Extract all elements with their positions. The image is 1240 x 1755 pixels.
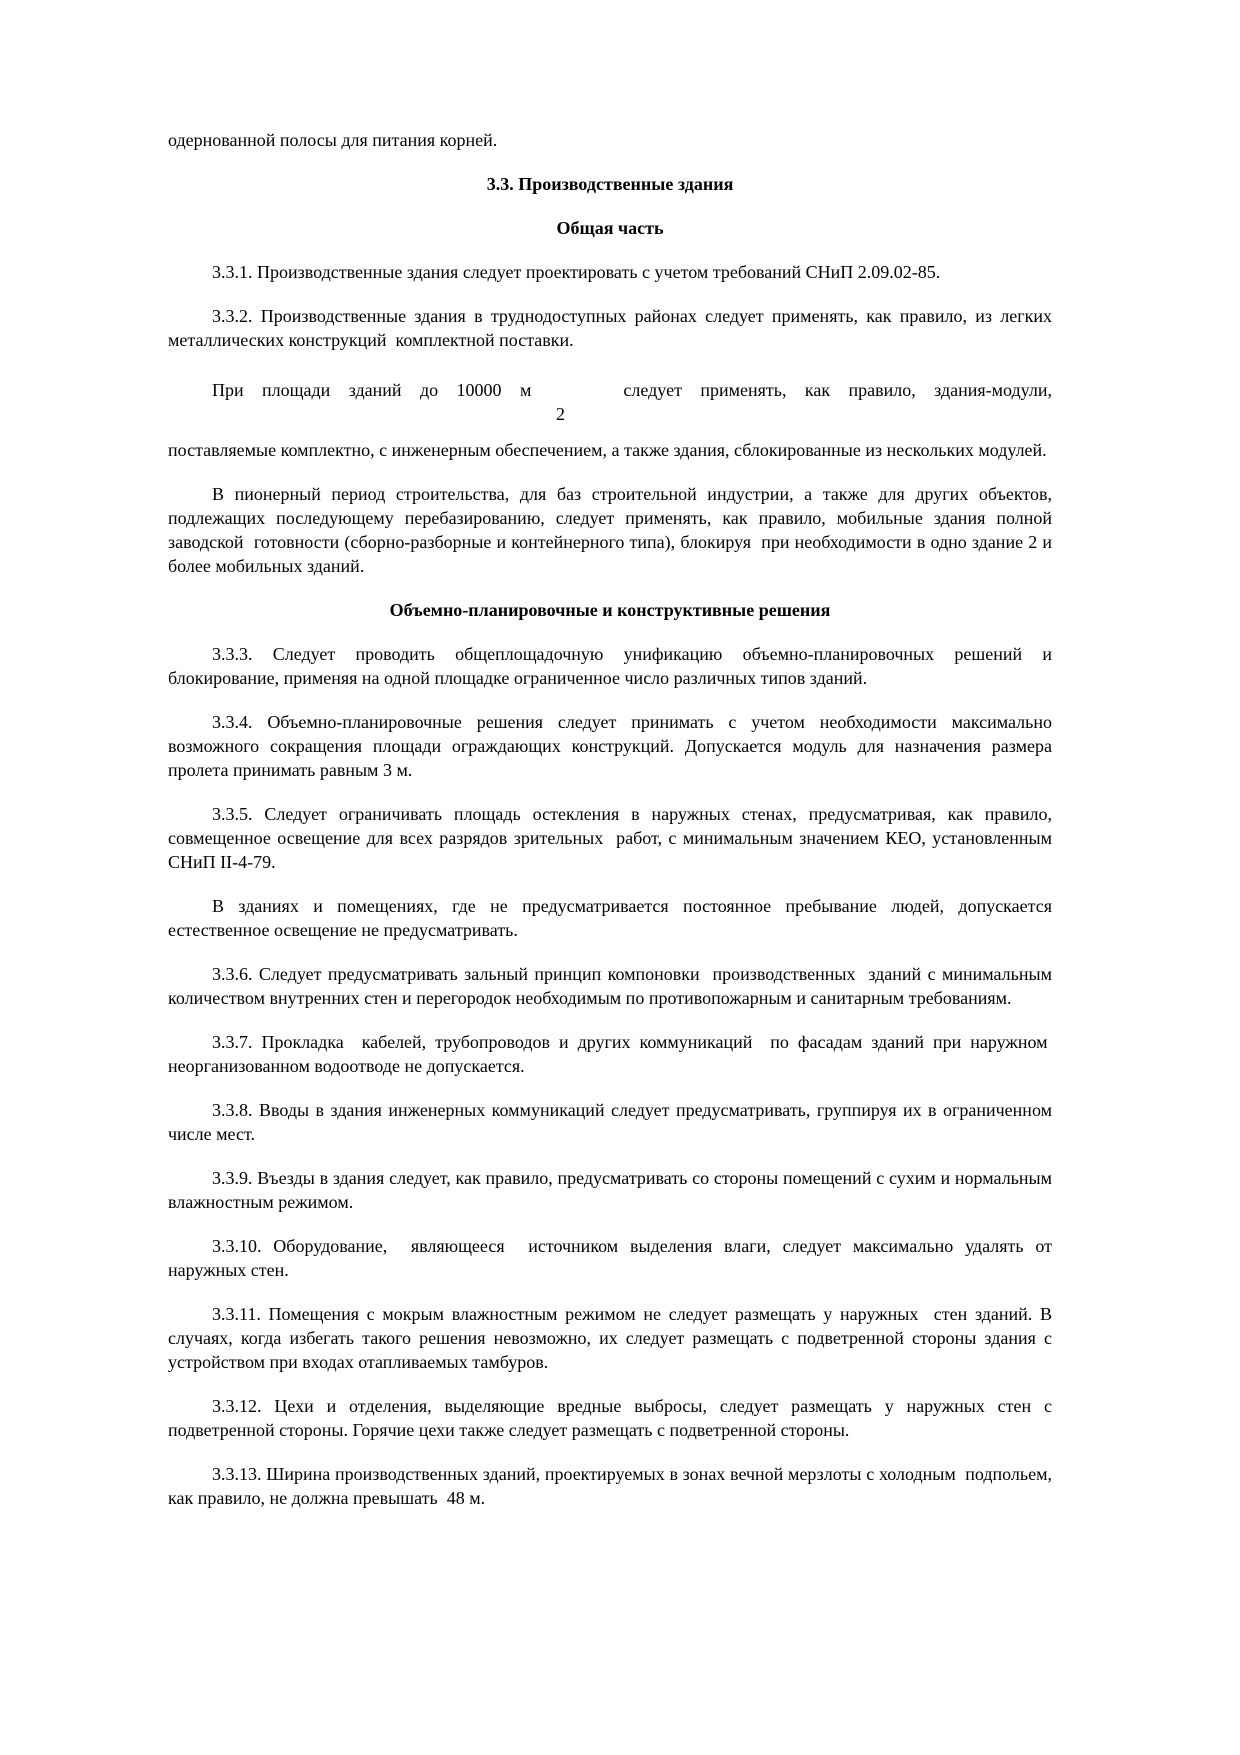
paragraph-3-3-1: 3.3.1. Производственные здания следует проектировать с учетом требований СНиП 2.09.02-85. [212, 262, 941, 282]
paragraph-3-3-11: 3.3.11. Помещения с мокрым влажностным режимом не следует размещать у наружных стен зданий. В случаях, когда избегать такого решения невозможно, их следует размещать с подветренной стороны здания с устройством при входах отапливаемых тамбуров. [168, 1304, 1052, 1372]
paragraph-daylight: В зданиях и помещениях, где не предусматривается постоянное пребывание людей, допускается естественное освещение не предусматривать. [168, 896, 1052, 940]
paragraph-3-3-8: 3.3.8. Вводы в здания инженерных коммуникаций следует предусматривать, группируя их в ограниченном числе мест. [168, 1100, 1052, 1144]
paragraph-3-3-10: 3.3.10. Оборудование, являющееся источником выделения влаги, следует максимально удалять от наружных стен. [168, 1236, 1052, 1280]
paragraph-3-3-2: 3.3.2. Производственные здания в труднодоступных районах следует применять, как правило, из легких металлических конструкций комплектной поставки. [168, 306, 1052, 350]
paragraph-3-3-4: 3.3.4. Объемно-планировочные решения следует принимать с учетом необходимости максимально возможного сокращения площади ограждающих конструкций. Допускается модуль для назначения размера пролета принимать равным 3 м. [168, 712, 1052, 780]
subsection-heading-general: Общая часть [556, 218, 664, 238]
continuation-text: одернованной полосы для питания корней. [168, 130, 498, 150]
paragraph-modules: поставляемые комплектно, с инженерным обеспечением, а также здания, сблокированные из нескольких модулей. [168, 440, 1047, 460]
paragraph-area-formula: При площади зданий до 10000 м следует применять, как правило, здания-модули, [212, 380, 1052, 400]
paragraph-pioneer-period: В пионерный период строительства, для баз строительной индустрии, а также для других объектов, подлежащих последующему перебазированию, следует применять, как правило, мобильные здания полной заводской готовности (сборно-разборные и контейнерного типа), блокируя при необходимости в одно здание 2 и более мобильных зданий. [168, 484, 1052, 576]
subsection-heading-planning: Объемно-планировочные и конструктивные решения [389, 600, 831, 620]
paragraph-3-3-7: 3.3.7. Прокладка кабелей, трубопроводов и других коммуникаций по фасадам зданий при наружном неорганизованном водоотводе не допускается. [168, 1032, 1052, 1076]
paragraph-3-3-9: 3.3.9. Въезды в здания следует, как правило, предусматривать со стороны помещений с сухим и нормальным влажностным режимом. [168, 1168, 1052, 1212]
paragraph-3-3-6: 3.3.6. Следует предусматривать зальный принцип компоновки производственных зданий с минимальным количеством внутренних стен и перегородок необходимым по противопожарным и санитарным требованиям. [168, 964, 1052, 1008]
paragraph-3-3-13: 3.3.13. Ширина производственных зданий, проектируемых в зонах вечной мерзлоты с холодным подпольем, как правило, не должна превышать 48 м. [168, 1464, 1052, 1508]
section-heading: 3.3. Производственные здания [486, 174, 734, 194]
paragraph-3-3-12: 3.3.12. Цехи и отделения, выделяющие вредные выбросы, следует размещать у наружных стен с подветренной стороны. Горячие цехи также следует размещать с подветренной стороны. [168, 1396, 1052, 1440]
paragraph-3-3-5: 3.3.5. Следует ограничивать площадь остекления в наружных стенах, предусматривая, как правило, совмещенное освещение для всех разрядов зрительных работ, с минимальным значением КЕО, установленным СНиП II-4-79. [168, 804, 1052, 872]
paragraph-3-3-3: 3.3.3. Следует проводить общеплощадочную унификацию объемно-планировочных решений и блокирование, применяя на одной площадке ограниченное число различных типов зданий. [168, 644, 1052, 688]
superscript-2: 2 [556, 404, 565, 424]
